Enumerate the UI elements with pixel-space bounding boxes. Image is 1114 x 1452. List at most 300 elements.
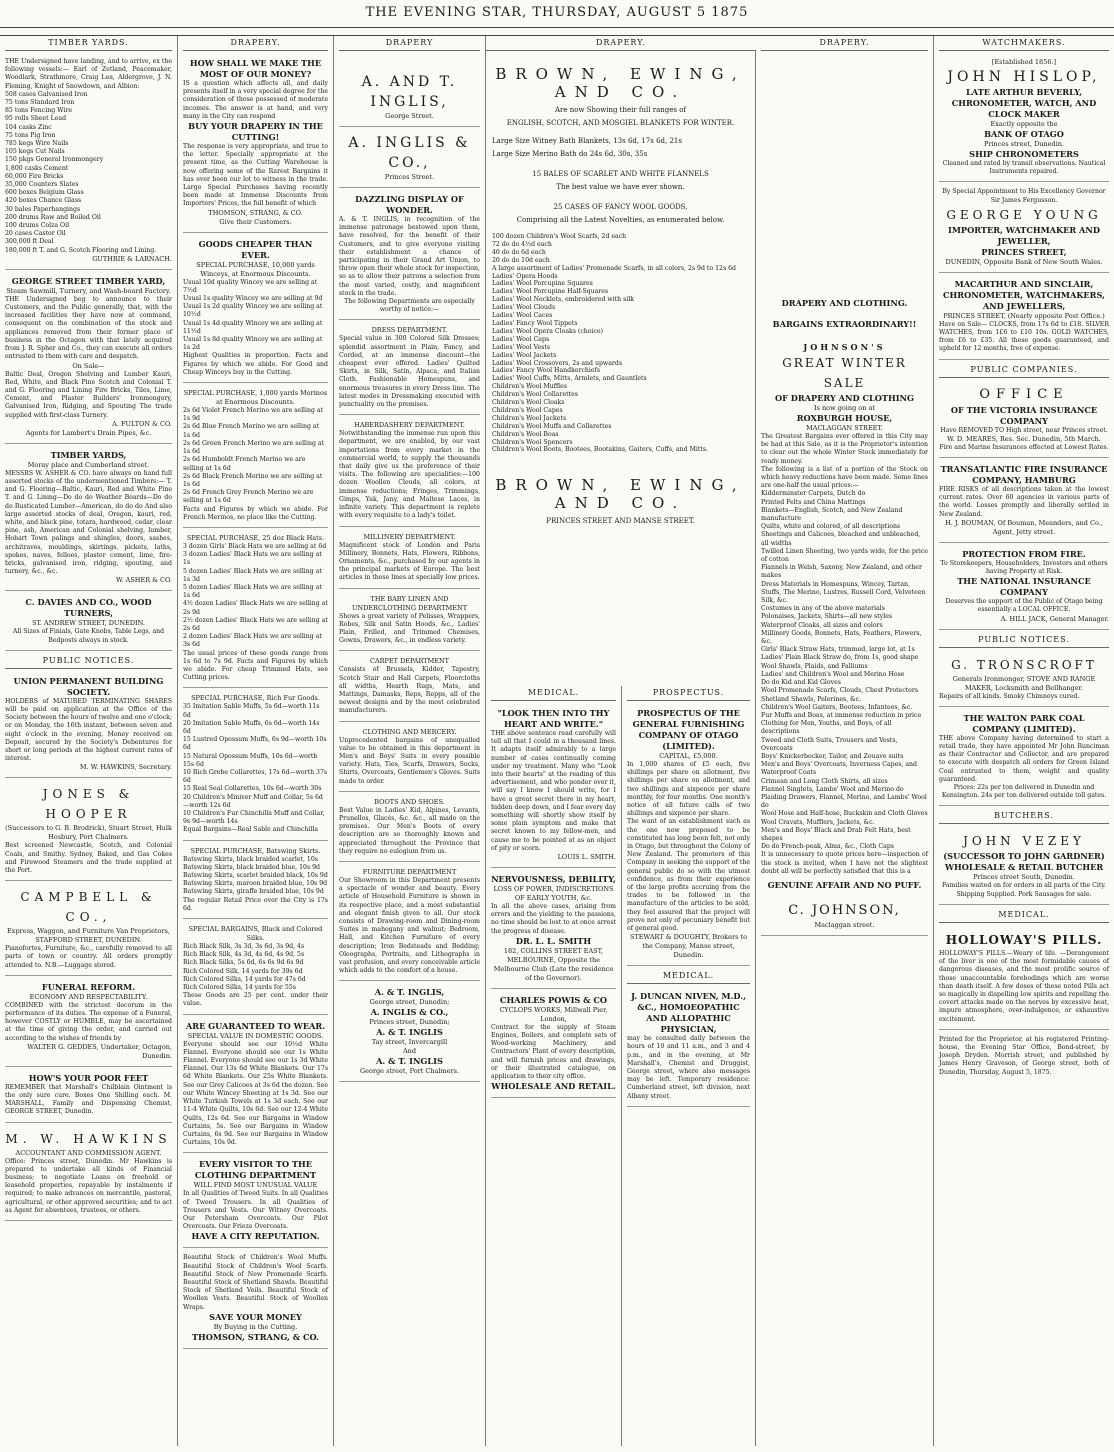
ad-heading: OFFICE — [979, 386, 1069, 402]
column-timber-yards — [0, 36, 178, 1446]
ad-heading: PROTECTION FROM FIRE. — [962, 548, 1086, 559]
list-item: Rich Colored Silks, 14 yards for 55s — [183, 984, 296, 992]
ad-tagline: GENUINE AFFAIR AND NO PUFF. — [767, 879, 922, 890]
list-item: Batswing Skirts, black braided blue, 10s 9d — [183, 863, 320, 871]
list-item: Ladies' Wool Vests — [492, 343, 550, 351]
ad-duncan-niven — [627, 988, 750, 1107]
ad-body: THE above Company having determined to start a retail trade, they have appointed Mr John Runciman as their Contractor and Collector, and are prepared to execute with despatch all orders for Green Island Coal entrusted to them, weight and quality guaranteed. — [939, 734, 1109, 783]
list-item: Flannel Singlets, Lambs' Wool and Merino do — [761, 785, 904, 793]
ad-body: In all Qualities of Tweed Suits. In all Qualities of Tweed Trousers. In all Qualities of Trousers and Vests. Our Witney Overcoats. Our Petersham Overcoats. Our Pilot Overcoats. Our Frieze Overcoats. — [183, 1190, 328, 1231]
ad-subheading: BARGAINS EXTRAORDINARY!! — [772, 319, 917, 329]
ad-appointment: By Special Appointment to His Excellency Governor Sir James Fergusson. — [942, 188, 1106, 204]
column-heading: DRAPERY. — [183, 36, 328, 51]
ad-body: HOLLOWAY'S PILLS.—Weary of life. —Derangement of the liver is one of the most formidable causes of dangerous diseases, and the most prolific source of those unaccountable forebodings which are worse than death itself. A few doses of these noted Pills act so magically in dispelling low spirits and repelling the covert attacks made on the nerves by excessive heat, impure atmosphere, over-indulgence, or exhaustive excitement. — [939, 949, 1109, 1023]
ad-line: ENGLISH, SCOTCH, AND MOSGIEL BLANKETS FOR WINTER. — [506, 119, 735, 127]
ad-note: The regular Retail Price over the City is 17s 6d. — [183, 896, 328, 912]
ad-list-heading: The following is a list of a portion of the Stock on which heavy reductions have been made. Some lines are one-half the usual prices:— — [761, 465, 928, 490]
ad-john-vezey — [939, 828, 1109, 904]
ad-heading: FUNERAL REFORM. — [41, 981, 136, 992]
ad-item-list — [761, 490, 928, 851]
list-item: Ladies' Wool Clouds — [492, 304, 556, 312]
ad-heading: GEORGE STREET TIMBER YARD, — [11, 275, 166, 286]
list-item: Boys' Knickerbocker, Tailor, and Zouave suits — [761, 752, 904, 760]
ad-subheading: By Buying in the Cutting. — [213, 1322, 298, 1331]
ad-note: Facts and Figures by which we abide. For French Merinos, no place like the Cutting. — [183, 505, 328, 521]
list-item: 95 rolls Sheet Lead — [5, 115, 67, 123]
ad-body: Best screened Newcastle, Scotch, and Colonial Coals, and Smithy. Sydney, Baked, and Gas Cokes and Firewood Steamers and the trade supplied at the Port. — [5, 842, 172, 874]
list-item: Usual 1s quality Wincey we are selling at 9d — [183, 295, 323, 303]
list-item: Dress Materials in Homespuns, Wincey, Tartan, Stuffs, The Merino, Lustres, Russell Cord, Velveteen Silk, &c. — [761, 580, 926, 605]
list-item: 5 dozen Ladies' Black Hats we are selling at 1s 3d — [183, 567, 322, 583]
ad-body: Contract for the supply of Steam Engines, Boilers, and complete sets of Wood-working Machinery, and Contractors' Plant of every description, and will furnish prices and drawings, or their illustrated catalogue, on application to their city office. — [491, 1023, 616, 1081]
ad-line: Exactly opposite the — [990, 120, 1058, 128]
ad-heading: MACARTHUR AND SINCLAIR, — [954, 278, 1094, 289]
list-item: 104 casks Zinc — [5, 123, 52, 131]
ad-protection-from-fire — [939, 546, 1109, 630]
ad-body: Special value in 300 Colored Silk Dresses; splendid assortment in Plain, Fancy, and Corded, at an immense discount—the cheapest ever offered. Ladies' Quilted Skirts, in Silk, Satin, Alpaca, and Italian Cloth. Fashionable Homespuns, and enormous treasures in every Dress line. The latest modes in Dressmaking executed with punctuality on the premises. — [339, 335, 480, 409]
ad-nervousness — [491, 871, 616, 989]
ad-street: MACLAGGAN STREET. — [806, 424, 883, 432]
ad-boots-shoes — [339, 795, 480, 862]
list-item: 100 dozen Children's Wool Scarfs, 2d each — [492, 233, 627, 240]
ad-note: Fire and Marine Insurances effected at Lowest Rates. — [939, 443, 1109, 451]
ad-address-2: DUNEDIN, Opposite Bank of New South Wales. — [945, 257, 1103, 266]
ad-george-young — [939, 185, 1109, 272]
list-item: Shetland Shawls, Pelerines, &c. — [761, 695, 862, 703]
list-item: Usual 10d quality Wincey we are selling at 7½d — [183, 278, 318, 294]
list-item: 10 Rich Grebe Collarettes, 17s 6d—worth 37s 6d — [183, 769, 328, 785]
ad-tronscroft — [939, 652, 1109, 707]
list-item: Ladies' Wool Porcupine Half-Squares — [492, 288, 609, 296]
list-item: Wool Promenade Scarfs, Clouds, Chest Protectors — [761, 687, 919, 695]
list-item: Ladies' Wool Caces — [492, 312, 553, 320]
ad-signature: STEWART & DOUGHTY, Brokers to the Company, Manse street, Dunedin. — [629, 933, 748, 960]
list-item: Sheetings and Calicoes, bleached and unbleached, all widths — [761, 531, 921, 547]
masthead: THE EVENING STAR, THURSDAY, AUGUST 5 1875 — [365, 5, 749, 20]
ad-item-list — [183, 407, 328, 505]
ad-heading: THE WALTON PARK COAL COMPANY (LIMITED). — [963, 712, 1085, 734]
list-item: Batswing Skirts, scarlet braided black, 10s 9d — [183, 872, 328, 880]
ad-clothing-department — [183, 1156, 328, 1248]
ad-item-list — [183, 279, 328, 353]
ad-heading: SAVE YOUR MONEY — [209, 1311, 302, 1322]
list-item: 72 do do 4½d each — [492, 240, 552, 248]
ad-established: [Established 1856.] — [991, 58, 1057, 66]
list-item: 85 tons Fencing Wire — [5, 107, 72, 115]
ad-agents: Agents for Lambert's Drain Pipes, &c. — [25, 428, 152, 437]
list-item: Waterproof Cloaks, all sizes and colors — [761, 621, 883, 629]
ad-address: PRINCES STREET, — [981, 246, 1067, 257]
ad-body: To Storekeepers, Householders, Investors and others having Property at Risk. — [940, 559, 1108, 576]
ad-subheading: (Successors to G. B. Brodrick), Stuart Street, Hulk Hosbury, Port Chalmers. — [5, 824, 172, 842]
address-line: A. & T. INGLIS, — [374, 987, 445, 998]
ad-subheading: SPECIAL VALUE IN DOMESTIC GOODS. — [187, 1031, 324, 1040]
list-item: Ladies' Wool Crossovers, 2s and upwards — [492, 359, 623, 367]
list-item: Crimean and Long Cloth Shirts, all sizes — [761, 777, 888, 785]
column-heading: WATCHMAKERS. — [939, 36, 1109, 51]
list-item: Ladies' Wool Necklets, embroidered with silk — [492, 296, 635, 304]
ad-inglis-addresses — [339, 984, 480, 1082]
ad-george-street-timber-yard — [5, 273, 172, 444]
list-item: Wool Hose and Half-hose, Buckskin and Cloth Gloves — [761, 810, 928, 818]
ad-line: Are now Showing their full ranges of — [554, 106, 687, 114]
ad-heading: SPECIAL PURCHASE, Batswing Skirts. — [190, 846, 321, 855]
list-item: Children's Wool Capes — [492, 406, 563, 414]
ad-subheading: (SUCCESSOR TO JOHN GARDNER) WHOLESALE & RETAIL BUTCHER — [943, 851, 1105, 873]
list-item: Ladies' Wool Porcupine Squares — [492, 280, 593, 288]
ad-note: It is unnecessary to quote prices here—inspection of the stock is invited, when I have not the slightest doubt all will be perfectly satisfied that this is a — [761, 851, 928, 875]
ad-subheading: CHRONOMETER, WATCH, AND CLOCK MAKER — [951, 98, 1097, 119]
list-item: Ladies' Opera Hoods — [492, 272, 558, 280]
ad-item-list — [183, 856, 328, 897]
list-item: Tweed and Cloth Suits, Trousers and Vests, Overcoats — [761, 736, 898, 752]
ad-subheading: Steam Sawmill, Turnery, and Wash-board Factory. — [6, 286, 171, 295]
ad-save-money — [183, 1251, 328, 1348]
ad-heading: EVERY VISITOR TO THE CLOTHING DEPARTMENT — [194, 1159, 317, 1181]
list-item: 2s 6d Blue French Merino we are selling at 1s 6d — [183, 423, 320, 439]
list-item: 2s 6d French Grey French Merino we are selling at 1s 6d — [183, 489, 314, 505]
list-item: Rich Colored Silk, 14 yards for 39s 6d — [183, 967, 303, 975]
ad-heading: CLOTHING AND MERCERY. — [362, 727, 457, 736]
section-heading-public-notices: PUBLIC NOTICES. — [939, 633, 1109, 648]
list-item: Men's and Boys' Black and Drab Felt Hats, best shapes — [761, 826, 911, 842]
ad-heading: SPECIAL PURCHASE, 25 doz Black Hats. — [186, 533, 325, 542]
list-item: Children's Wool Gaiters, Bootees, Infantees, &c. — [761, 703, 913, 711]
ad-heading: M. W. HAWKINS — [5, 1131, 172, 1146]
ad-heading: THE BABY LINEN AND UNDERCLOTHING DEPARTMENT — [351, 594, 468, 612]
list-item: Children's Wool Jackets — [492, 414, 567, 422]
ad-signature: M. W. HAWKINS, Secretary. — [79, 763, 172, 772]
list-item: Do do French-peak, Alma, &c., Cloth Caps — [761, 843, 894, 851]
ad-heading: C. DAVIES AND CO., WOOD TURNERS, — [25, 597, 152, 619]
ad-line: Large Size Merino Bath do 24s 6d, 30s, 35s — [492, 150, 648, 158]
list-item: 30 bales Paperhangings — [5, 205, 81, 213]
ad-heading: SPECIAL PURCHASE, 1,000 yards Merinos at Enormous Discounts. — [183, 389, 328, 407]
list-item: 75 tons Standard Iron — [5, 99, 75, 107]
ad-prices: Prices: 22s per ton delivered in Dunedin and Kensington. 24s per ton delivered outside toll gates. — [941, 784, 1107, 800]
ad-body: The response is very appropriate, and true to the letter. Specially appropriate at the present time, as the Cutting Warehouse is now offering some of the Rarest Bargains it has ever been our lot to witness in the trade. Large Special Purchases having recently been made at Immense Discounts from Importers' Prices, the full benefit of which — [183, 143, 328, 208]
address-line: Tay street, Invercargill — [371, 1038, 448, 1047]
ad-a-inglis-co — [339, 130, 480, 188]
ad-heading: DRAPERY AND CLOTHING. — [781, 298, 908, 308]
ad-signature: THOMSON, STRANG, & CO. — [208, 208, 303, 217]
list-item: Children's Wool Spencers — [492, 438, 573, 446]
list-item: Rich Black Silks, 5s 6d, 6s 6s 9d 6s 9d — [183, 959, 304, 967]
list-item: 2½ dozen Ladies' Black Hats we are selling at 2s 6d — [183, 616, 328, 632]
ad-heading: FURNITURE DEPARTMENT — [362, 867, 457, 876]
ad-building-society — [5, 673, 172, 779]
ad-body: Our Showroom in this Department presents a spectacle of wonder and beauty. Every article of Household Furniture is shown in its respective place, and a most substantial and elegant finish given to all. Our stock consists of Drawing-room and Dining-room Suites in mahogany and walnut; Bedroom, Hall, and Kitchen Furniture of every description; Iron Bedsteads and Bedding; Oleographs, Portraits, and Lithographs in vast profusion, and every conceivable article which adds to the comfort of a house. — [339, 876, 480, 975]
list-item: 5 dozen Ladies' Black Hats we are selling at 1s 6d — [183, 583, 322, 600]
ad-charles-powis — [491, 992, 616, 1098]
ad-signature-address: Maclaggan street. — [814, 920, 875, 929]
address-line: A. INGLIS & CO., — [370, 1007, 449, 1018]
ad-body: Shows a great variety of Pelisses, Wrappers, Robes, Silk and Satin Hoods, &c., Ladies' Plain, Frilled, and Trimmed Chemises, Gowns, Drawers, &c., in endless variety. — [339, 612, 480, 645]
list-item: 420 boxes Chance Glass — [5, 197, 82, 205]
ad-timber-yards-asher — [5, 447, 172, 592]
ad-body: Pianofortes, Furniture, &c., carefully removed to all parts of town or country. All orders promptly attended to. N.B.—Luggage stored. — [5, 945, 172, 969]
ad-bank: BANK OF OTAGO — [984, 129, 1064, 139]
address-line: George street, Dunedin; — [369, 998, 450, 1007]
column-heading: MEDICAL. — [491, 686, 616, 701]
ad-subheading: Express, Waggon, and Furniture Van Proprietors, STAFFORD STREET, DUNEDIN. — [7, 927, 170, 945]
ad-item-list — [183, 543, 328, 650]
list-item: 15 Natural Opossum Muffs, 10s 6d—worth 15s 6d — [183, 752, 318, 768]
ad-signature: GUTHRIE & LARNACH. — [92, 254, 172, 263]
ad-subheading: SPECIAL PURCHASE, 10,000 yards Winceys, at Enormous Discounts. — [196, 260, 315, 278]
ad-intro: THE Undersigned have landing, and to arrive, ex the following vessels:— Earl of Zetland, Peacemaker, Woodlark, Strathmore, Craig Lea, Aldergrove, J. N. Fleming, Knight of Snowdown, and Albion: — [5, 58, 172, 90]
ad-subheading: Princes Street. — [384, 173, 435, 181]
list-item: Ladies' Fancy Wool Tippets — [492, 319, 578, 327]
ad-heading: HABERDASHERY DEPARTMENT. — [354, 421, 465, 430]
imprint-text: Printed for the Proprietor, at his registered Printing-house, the Evening Star Office, Bond-street, by Joseph Dryden. Morrish street, and published by James Henry Graveson, of George street, both of Dunedin, Thursday, August 5, 1875. — [939, 1035, 1109, 1076]
ad-subheading: IMPORTER, WATCHMAKER AND JEWELLER, — [948, 224, 1100, 246]
ad-tagline: HAVE A CITY REPUTATION. — [191, 1231, 320, 1242]
list-item: 35,000 Counters Slates — [5, 181, 79, 189]
ad-subheading: OF DRAPERY AND CLOTHING — [774, 393, 915, 403]
column-drapery-inglis — [334, 36, 486, 1446]
list-item: 20 Imitation Sable Muffs, 6s 6d—worth 14s 6d — [183, 719, 320, 735]
ad-body: Have on Sale— CLOCKS, from 17s 6d to £18. SILVER WATCHES, from 1£6 to £10 10s. GOLD WATCHES, from £6 to £35. All these goods guaranteed, and upheld for 12 months, free of expense. — [939, 320, 1109, 353]
list-item: Batswing Skirts, maroon braided blue, 10s 9d — [183, 880, 328, 888]
list-item: Children's Wool Muffles — [492, 383, 567, 391]
ad-signature: C. JOHNSON, — [788, 902, 901, 918]
ad-line: 15 BALES OF SCARLET AND WHITE FLANNELS — [532, 170, 709, 178]
list-item: Polonaises, Jackets, Shirts—all new styles — [761, 613, 893, 621]
ad-batswing-skirts — [183, 844, 328, 919]
column-heading-center: DRAPERY. — [595, 38, 646, 47]
ad-note: Cleaned and rated by transit observations. Nautical Instruments repaired. — [942, 160, 1106, 176]
ad-john-hislop — [939, 55, 1109, 182]
address-line: And — [402, 1047, 417, 1056]
list-item: Rich Colored Silks, 14 yards for 47s 6d — [183, 975, 306, 983]
list-item: Children's Wool Boas — [492, 430, 559, 438]
ad-subheading: OF THE VICTORIA INSURANCE COMPANY — [950, 404, 1098, 426]
list-item: 10 Children's Fur Chinchilla Muff and Collar, 9s 9d—worth 14s — [183, 810, 325, 826]
ad-signature: W. ASHER & CO. — [115, 576, 172, 585]
ad-signature: WALTER G. GEDDES, Undertaker, Octagon, Dunedin. — [27, 1042, 172, 1060]
list-item: Ladies' Wool Jackets — [492, 351, 557, 359]
ad-body: COMBINED with the strictest decorum in the performance of its duties. The expense of a Funeral, however COSTLY or HUMBLE, may be ascertained at the time of giving the order, and carried out according to the wishes of friends by — [5, 1001, 172, 1042]
list-item: Children's Wool Muffs and Collarettes — [492, 422, 612, 430]
ad-walton-park-coal — [939, 710, 1109, 807]
ad-heading: MILLINERY DEPARTMENT. — [363, 532, 456, 541]
address-line: George street, Port Chalmers. — [359, 1067, 460, 1076]
ad-body: The want of an establishment such as the one now proposed to be constituted has long been felt, not only in Otago, but throughout the Colony of New Zealand. The promoters of this Company in seeking the support of the general public do so with the utmost confidence, as from their experience of the large profits accruing from the trades to be followed in the manufacture of the articles to be sold, they feel assured that the project will prove not only of pecuniary benefit but of general good. — [627, 818, 750, 933]
list-item: Fur Muffs and Boas, at immense reduction in price — [761, 711, 922, 719]
ad-davies — [5, 594, 172, 650]
ad-footer: WHOLESALE AND RETAIL. — [491, 1081, 616, 1092]
ad-note: Highest Qualities in proportion. Facts and Figures by which we abide. For Good and Cheap Winceys buy in the Cutting. — [183, 352, 328, 376]
ad-body: Magnificent stock of London and Paris Millinery, Bonnets, Hats, Flowers, Ribbons, Ornaments, &c., purchased by our agents in the principal markets of Europe. The best articles in these lines at specially low prices. — [339, 541, 480, 582]
column-heading: DRAPERY. — [761, 36, 928, 51]
list-item: 150 pkgs General Ironmongery — [5, 156, 104, 164]
address-line: A. & T. INGLIS — [376, 1027, 443, 1038]
ad-body: In all the above cases, arising from errors and the yielding to the passions, no time should be lost to at once arrest the progress of disease. — [491, 903, 616, 935]
ad-heading: CHARLES POWIS & CO — [499, 994, 608, 1005]
ad-guthrie-larnach — [5, 55, 172, 270]
list-item: Children's Wool Collarettes — [492, 391, 578, 399]
list-item: Quilts, white and colored, of all descriptions — [761, 523, 901, 531]
column-prospectus — [622, 686, 756, 1446]
masthead-rule — [0, 27, 1114, 28]
ad-heading: GOODS CHEAPER THAN EVER. — [198, 238, 313, 260]
ad-body: FIRE RISKS of all descriptions taken at the lowest current rates. Over 60 agencies in various parts of the world. Losses promptly and liberally settled in New Zealand. — [939, 486, 1109, 518]
list-item: 60,000 Fire Bricks — [5, 172, 64, 180]
ad-subheading: George Street. — [385, 112, 434, 120]
list-item: 20 cases Castor Oil — [5, 230, 66, 238]
ad-marshall — [5, 1070, 172, 1123]
ad-body: Unprecedented bargains of unequalled value to be obtained in this department in Men's and Boys' Suits in every possible variety. Hats, Ties, Scarfs, Drawers, Socks, Shirts, Overcoats, Gentlemen's Gloves. Suits made to order. — [339, 736, 480, 785]
section-heading-public-notices: PUBLIC NOTICES. — [5, 654, 172, 669]
ad-heading: A. AND T. INGLIS, — [361, 74, 458, 110]
ad-hawkins — [5, 1126, 172, 1221]
list-item: Rich Black Silk, 4s 3d, 4s 6d, 4s 9d, 5s — [183, 951, 305, 959]
list-item: Usual 1s 4d quality Wincey we are selling at 11½d — [183, 319, 323, 335]
list-item: 300,000 ft Deal — [5, 238, 54, 246]
ad-heading: HOW SHALL WE MAKE THE MOST OF OUR MONEY? — [189, 58, 322, 79]
ad-body: A. & T. INGLIS, in recognition of the immense patronage bestowed upon them, have resolved, for the benefit of their Customers, and to give everyone visiting their establishment a chance of participating in their Grand Art Union, to throw open their whole stock for inspection, so as to allow their patrons a selection from the most varied, costly, and magnificent stock in the trade. — [339, 216, 480, 297]
ad-ship: SHIP CHRONOMETERS — [969, 149, 1079, 159]
ad-body: may be consulted daily between the hours of 10 and 11 a.m., and 3 and 4 p.m., and in the evening, at Mr Marshall's, Chemist and Druggist, George street, where also messages may be left. Temporary residence: Cumberland street, left division, next Albany street. — [627, 1035, 750, 1100]
list-item: 15 Lustred Opossum Muffs, 6s 9d—worth 10s 6d — [183, 736, 327, 752]
list-item: 2s 6d Green French Merino we are selling at 1s 6d — [183, 439, 325, 456]
list-item: Ladies' Wool Caps — [492, 335, 550, 343]
ad-heading-2: THE NATIONAL INSURANCE COMPANY — [957, 576, 1091, 598]
ad-body: Beautiful Stock of Children's Wool Muffs. Beautiful Stock of Children's Wool Scarfs. Beautiful Stock of New Promenade Scarfs. Beautiful Stock of Shetland Shawls. Beautiful Stock of Shetland Veils. Beautiful Stock of Woollen Vests. Beautiful Stock of Woollen Wraps. — [183, 1254, 328, 1311]
ad-note: The usual prices of these goods range from 1s 6d to 7s 9d. Facts and Figures by which we abide. For cheap Trimmed Hats, see Cutting prices. — [183, 649, 328, 682]
list-item: 508 cases Galvanised Iron — [5, 90, 88, 98]
ad-big-heading: GREAT WINTER SALE — [782, 356, 907, 390]
ad-line: Is now going on at — [814, 404, 875, 412]
ad-dress-department — [339, 323, 480, 415]
ad-holloways-pills — [939, 927, 1109, 1030]
ad-note: The following Departments are especially worthy of notice:— — [344, 298, 475, 314]
ad-haberdashery-department — [339, 418, 480, 526]
ad-black-hats — [183, 531, 328, 688]
ad-item-list — [5, 91, 172, 255]
column-watchmakers — [934, 36, 1114, 1446]
list-item: 35 Imitation Sable Muffs, 5s 6d—worth 11s 6d — [183, 703, 320, 719]
ad-heading: A. INGLIS & CO., — [348, 135, 471, 171]
ad-fur-goods — [183, 691, 328, 840]
list-item: 15 Real Seal Collarettes, 10s 6d—worth 30s — [183, 785, 322, 793]
list-item: 200 drums Raw and Boiled Oil — [5, 213, 101, 221]
list-item: Twilled Linen Sheeting, two yards wide, for the price of cotton — [761, 547, 928, 564]
ad-name: JOHNSON'S — [803, 342, 886, 352]
ad-late: LATE ARTHUR BEVERLY, — [966, 87, 1082, 97]
column-drapery-thomson — [178, 36, 334, 1446]
ad-heading: HOW'S YOUR POOR FEET — [28, 1072, 149, 1083]
ad-signature: W. D. MEARES, Res. Sec. Dunedin, 5th March. — [947, 434, 1101, 443]
ad-heading: J. DUNCAN NIVEN, M.D., &C., HOMOEOPATHIC AND ALLOPATHIC PHYSICIAN, — [631, 991, 746, 1035]
list-item: 180,000 ft T. and G. Scotch Flooring and Lining. — [5, 246, 157, 254]
ad-heading: DRESS DEPARTMENT. — [371, 326, 448, 335]
ad-heading: G. TRONSCROFT — [951, 657, 1097, 672]
ad-carpet-department — [339, 654, 480, 721]
ad-johnson-sale — [761, 295, 928, 936]
ad-subheading: ACCOUNTANT AND COMMISSION AGENT. — [15, 1148, 162, 1157]
list-item: Printed Felts and China Mattings — [761, 498, 866, 506]
ad-body: In 1,000 shares of £5 each, five shillings per share on allotment, five shillings per share on allotment, and two shillings and sixpence per share monthly, for four months. One month's notice of all future calls of two shillings and sixpence per share. — [627, 761, 750, 818]
list-item: Flannels in Welsh, Saxony, New Zealand, and other makes — [761, 564, 922, 580]
ad-heading: CARPET DEPARTMENT — [369, 657, 450, 666]
ad-heading: SPECIAL PURCHASE, Rich Fur Goods. — [191, 694, 320, 703]
list-item: Kidderminster Carpets, Dutch do — [761, 490, 866, 498]
ad-body: Notwithstanding the immense run upon this department, we are enabled, by our vast importations from every market in the commercial world, to supply the thousands that daily give us the preference of their visits. The following are specialities:—100 dozen Woollen Clouds, all colors, at immense reductions; Fringes, Trimmings, Gimps, Yak, Jany, and Maltese Laces, in infinite variety. This department is replete with every requisite to a lady's toilet. — [339, 430, 480, 520]
ad-body: Have REMOVED TO High street, near Princes street. — [940, 426, 1108, 434]
ad-heading: "LOOK THEN INTO THY HEART AND WRITE." — [497, 708, 610, 729]
list-item: Ladies' and Children's Wool and Merino Hose — [761, 670, 905, 678]
address-line: Princes street, Dunedin; — [369, 1018, 450, 1027]
ad-item-list — [183, 703, 328, 826]
list-item: Girls' Black Straw Hats, trimmed, large lot, at 1s — [761, 646, 915, 654]
ad-body: Consists of Brussels, Kidder, Tapestry, Scotch Stair and Hall Carpets, Floorcloths all widths, Hearth Rugs, Mats, and Mattings, Damasks, Reps, Repps, all of the newest designs and by the most celebrated manufacturers. — [339, 666, 480, 715]
ad-address: Princes street, Dunedin. — [983, 140, 1065, 148]
ad-clothing-mercery — [339, 725, 480, 792]
column-medical — [486, 686, 622, 1446]
list-item: Ladies' Wool Cuffs, Mitts, Armlets, and Gauntlets — [492, 375, 647, 383]
ad-heading: NERVOUSNESS, DEBILITY, — [491, 874, 616, 885]
list-item: 20 do do 10d each — [492, 256, 550, 264]
ad-victoria-insurance — [939, 382, 1109, 458]
list-item: 4½ dozen Ladies' Black Hats we are selling at 2s 9d — [183, 600, 328, 616]
list-item: Do do Kid and Kid Gloves — [761, 679, 841, 687]
list-item: Usual 1s 8d quality Wincey we are selling at 1s 2d — [183, 336, 323, 352]
list-item: 75 tons Pig Iron — [5, 131, 56, 139]
ad-at-inglis — [339, 69, 480, 127]
ad-subheading: CYCLOPS WORKS, Millwall Pier, London, — [499, 1005, 608, 1023]
list-item: Men's and Boys' Overcoats, Inverness Capes, and Waterproof Coats — [761, 761, 917, 777]
ad-footer-address: PRINCES STREET AND MANSE STREET. — [546, 517, 695, 526]
ad-subheading: CHRONOMETER, WATCHMAKERS, AND JEWELLERS, — [943, 289, 1105, 311]
ad-subheading: ST. ANDREW STREET, DUNEDIN. — [32, 619, 145, 628]
ad-note: Equal Bargains—Real Sable and Chinchilla — [183, 826, 319, 834]
ad-body: Repairs of all kinds. Smoky Chimneys cured. — [939, 692, 1080, 700]
ad-body: The Greatest Bargains ever offered in this City may be had at this Sale, as it is the Proprietor's intention to clear out the whole Winter Stock immediately for ready money. — [761, 433, 928, 465]
address-line: A. & T. INGLIS — [376, 1056, 443, 1067]
ad-stock: Baltic Deal, Oregon Shelving and Lumber Kauri, Red, White, and Black Pine Scotch and Colonial T. and G. Flooring and Lining Fire Bricks, Tiles, Lime, Cement, and Plaster Builders' Ironmongery, Galvanised Iron, Ridging, and Spouting The trade supplied with first-class Turnery. — [5, 370, 172, 419]
ad-merinos — [183, 386, 328, 528]
list-item: Wool Cravats, Mufflers, Jackets, &c. — [761, 818, 875, 826]
list-item: Plaiding Drawers, Flannel, Merino, and Lambs' Wool do — [761, 793, 927, 810]
ad-subheading: ECONOMY AND RESPECTABILITY. — [29, 992, 148, 1001]
ad-louis-smith — [491, 705, 616, 868]
ad-place: ROXBURGH HOUSE, — [796, 413, 893, 423]
ad-signature: A. FULTON & CO. — [112, 419, 172, 428]
ad-macarthur-sinclair — [939, 276, 1109, 360]
ad-item-list — [492, 233, 749, 454]
column-heading: PROSPECTUS. — [627, 686, 750, 701]
ad-body: MESSRS W. ASHER & CO. have always on hand full assorted stocks of the undermentioned Timbers:— T. and G. Flooring—Baltic, Kauri, Red and White Pine T. and G. Lining—Do do do Weather Boards—Do do do Rusticated Lumber—American, do do do And also large assorted stocks of deal, Oregon, kauri, red, white, and black pine, totara, hardwood, cedar, clear pine, ash, American and Colonial shelving, lumber, Hobart Town palings and shingles, doors, sashes, architraves, mouldings, skirtings, pickets, laths, spokes, naves, felloes, plaster cement, lime, fire-bricks, galvanised iron, ridging, spouting, and turnery, &c., &c. — [5, 469, 172, 576]
list-item: Costumes in any of the above materials — [761, 605, 885, 613]
section-heading-butchers: BUTCHERS. — [939, 809, 1109, 824]
ad-heading: UNION PERMANENT BUILDING SOCIETY. — [13, 675, 164, 697]
ad-heading: BOOTS AND SHOES. — [374, 797, 445, 806]
column-drapery-johnson — [756, 36, 934, 1446]
list-item: A large assortment of Ladies' Promenade Scarfs, in all colors, 2s 9d to 12s 6d — [492, 264, 736, 272]
section-heading-public-companies: PUBLIC COMPANIES. — [939, 363, 1109, 378]
ad-line: 25 CASES OF FANCY WOOL GOODS, — [553, 203, 688, 211]
list-item: 2s 6d Humboldt French Merino we are selling at 1s 6d — [183, 456, 306, 472]
ad-baby-linen-department — [339, 592, 480, 652]
ad-campbell — [5, 884, 172, 976]
ad-heading: ARE GUARANTEED TO WEAR. — [185, 1020, 326, 1031]
ad-heading: HOLLOWAY'S PILLS. — [945, 932, 1103, 947]
list-item: 1,800 casks Cement — [5, 164, 69, 172]
ad-heading: JOHN HISLOP, — [947, 69, 1101, 85]
ad-heading: DAZZLING DISPLAY OF WONDER. — [355, 194, 464, 215]
